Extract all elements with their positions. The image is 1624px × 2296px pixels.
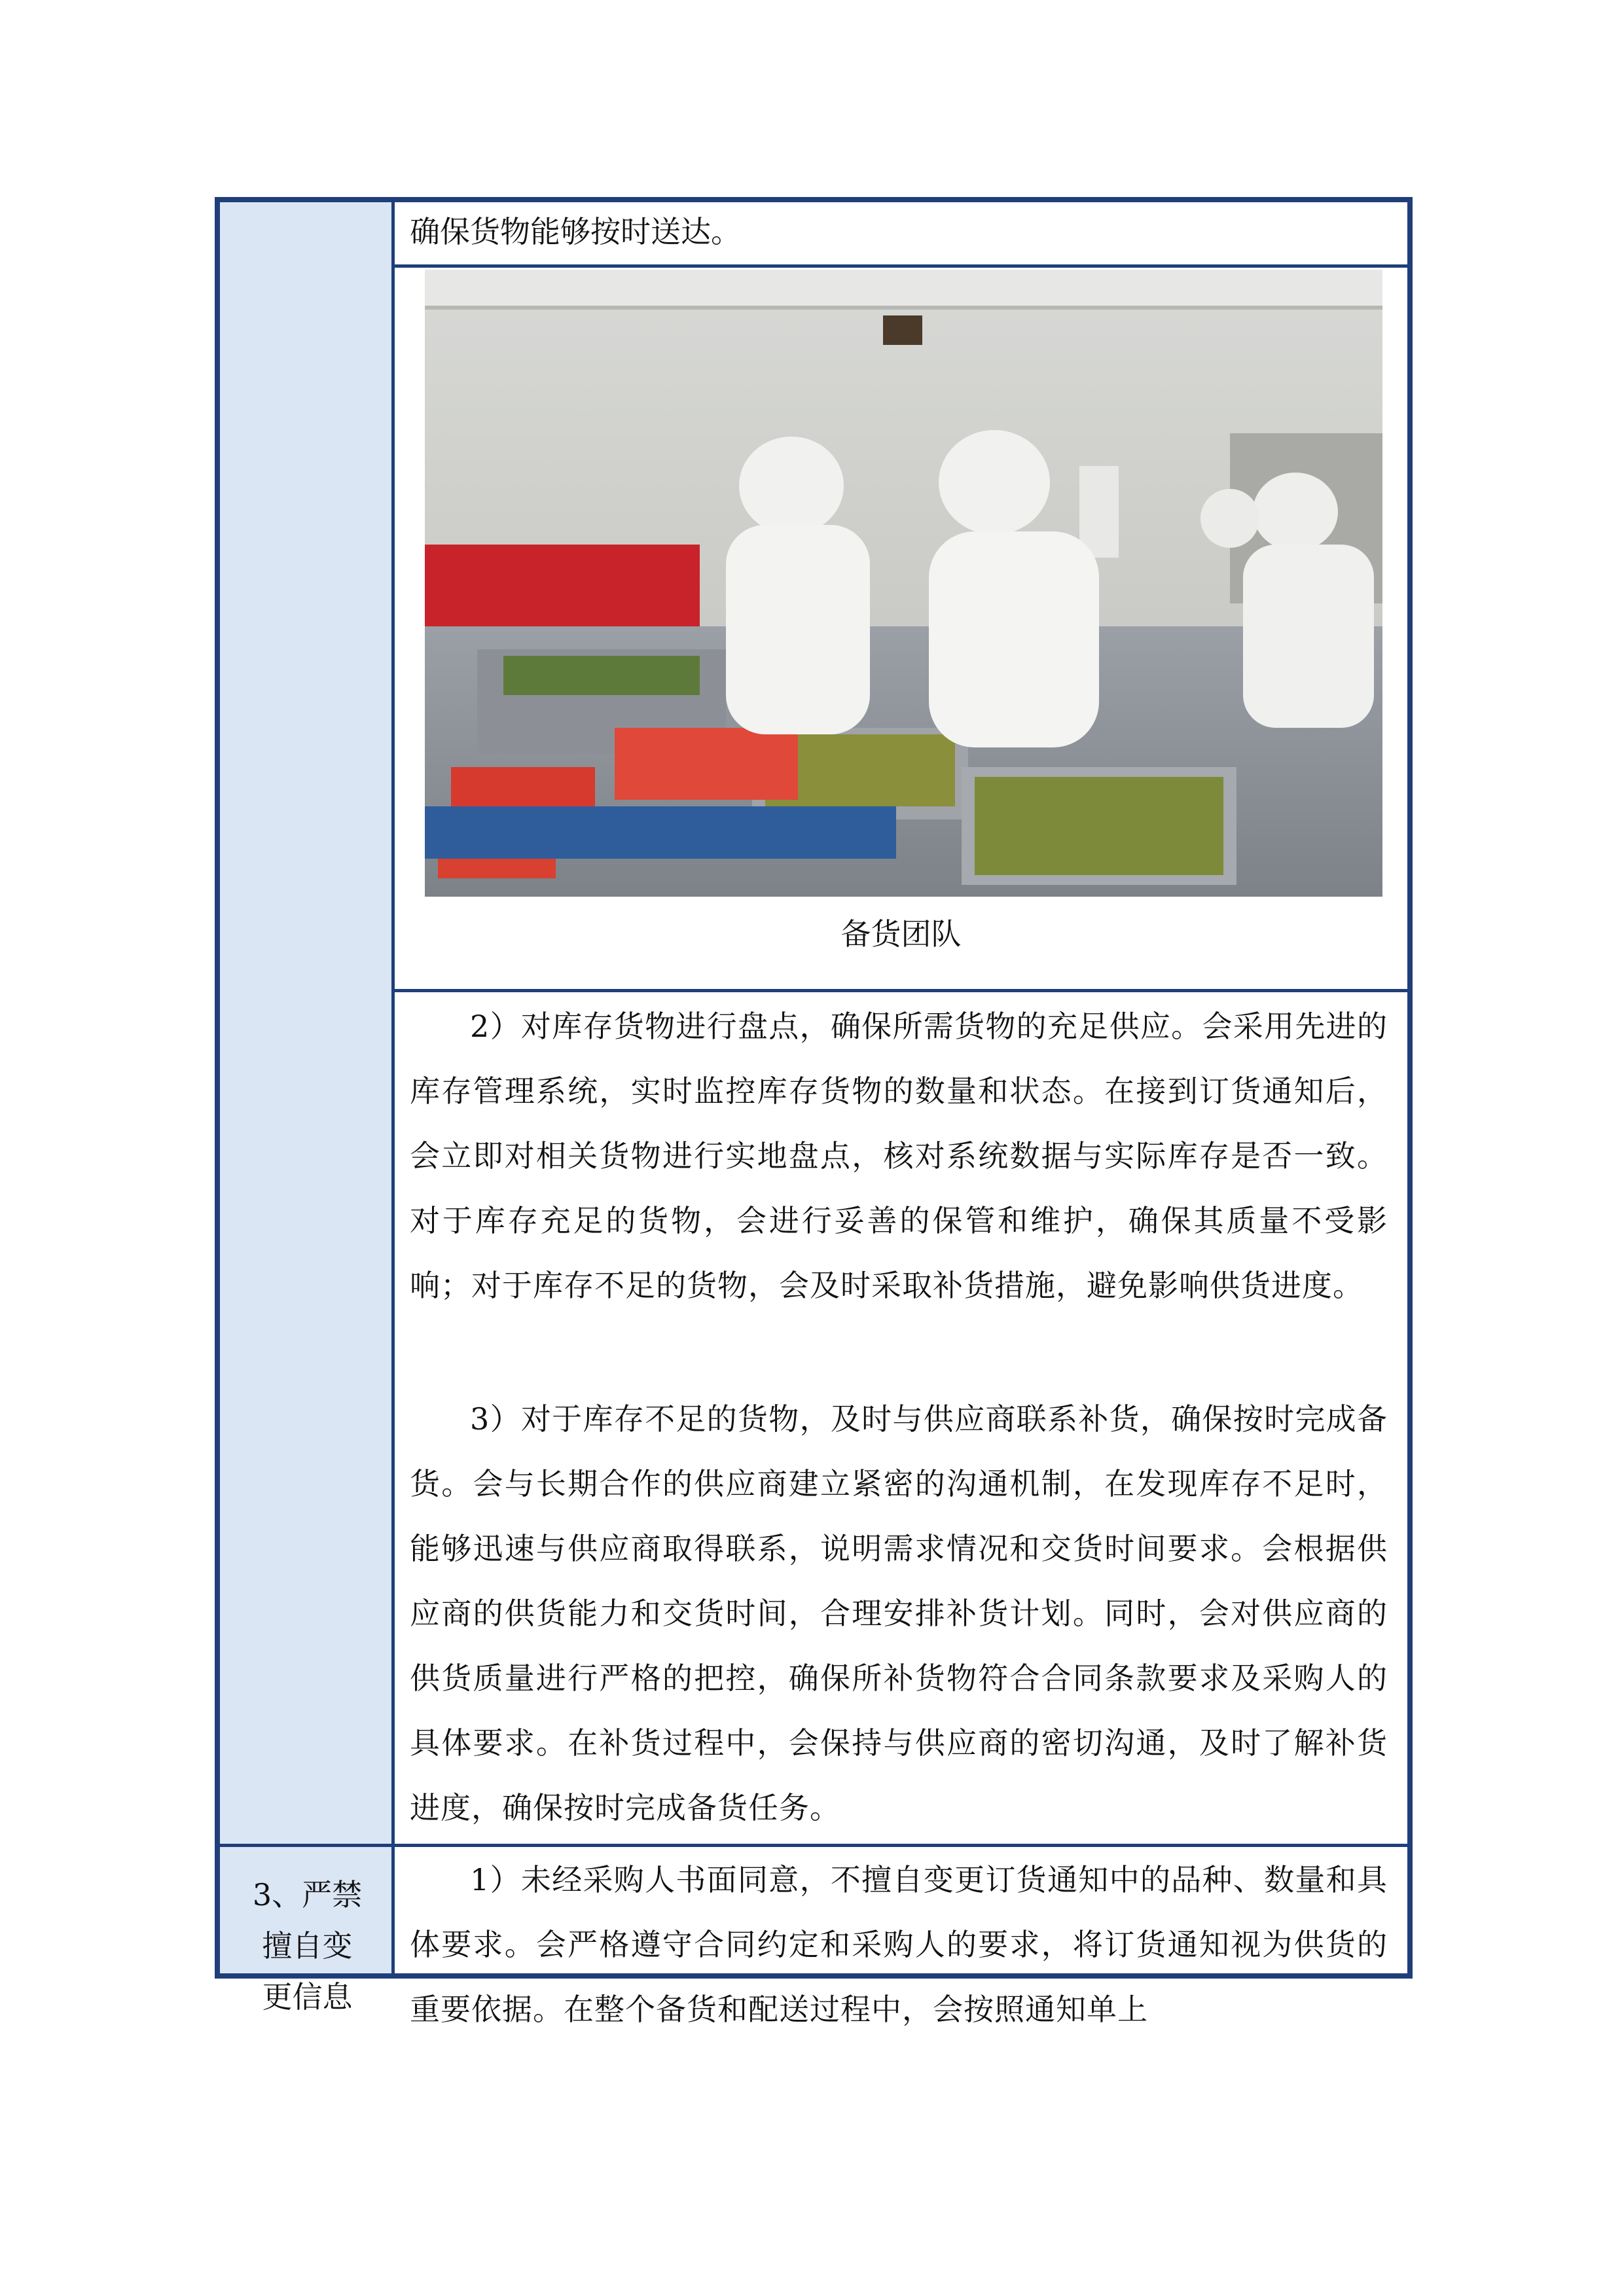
- paragraph-2-text: 2）对库存货物进行盘点，确保所需货物的充足供应。会采用先进的库存管理系统，实时监控库存货物的数量和状态。在接到订货通知后，会立即对相关货物进行实地盘点，核对系统数据与实际库存是否一致。对于库存充足的货物，会进行妥善的保管和维护，确保其质量不受影响；对于库存不足的货物，会及时采取补货措施，避免影响供货进度。: [410, 1009, 1388, 1303]
- paragraph-3-text: 3）对于库存不足的货物，及时与供应商联系补货，确保按时完成备货。会与长期合作的供应商建立紧密的沟通机制，在发现库存不足时，能够迅速与供应商取得联系，说明需求情况和交货时间要求。会根据供应商的供货能力和交货时间，合理安排补货计划。同时，会对供应商的供货质量进行严格的把控，确保所补货物符合合同条款要求及采购人的具体要求。在补货过程中，会保持与供应商的密切沟通，及时了解补货进度，确保按时完成备货任务。: [410, 1401, 1388, 1825]
- continuation-text: 确保货物能够按时送达。: [410, 214, 741, 249]
- section-3-label-line-2: 擅自变: [262, 1928, 353, 1964]
- section-3-label-line-1: 3、严禁: [252, 1877, 363, 1912]
- image-caption: 备货团队: [840, 916, 962, 952]
- section-3-label: [220, 1869, 395, 2022]
- kitchen-staff-packing-meals-image: [425, 270, 1382, 897]
- section-3-label-line-3: 更信息: [262, 1979, 353, 2015]
- content-table: [215, 197, 1413, 2027]
- section-3-paragraph-1-text: 1）未经采购人书面同意，不擅自变更订货通知中的品种、数量和具体要求。会严格遵守合同约定和采购人的要求，将订货通知视为供货的重要依据。在整个备货和配送过程中，会按照通知单上: [410, 1862, 1388, 2027]
- paragraph-3: [410, 1387, 1388, 1840]
- paragraph-2: [410, 994, 1388, 1318]
- row-divider: [395, 264, 1407, 268]
- row-divider: [220, 1844, 1407, 1847]
- section-3-paragraph-1: [410, 1848, 1388, 2042]
- row-divider: [395, 989, 1407, 992]
- label-column: [220, 202, 395, 1973]
